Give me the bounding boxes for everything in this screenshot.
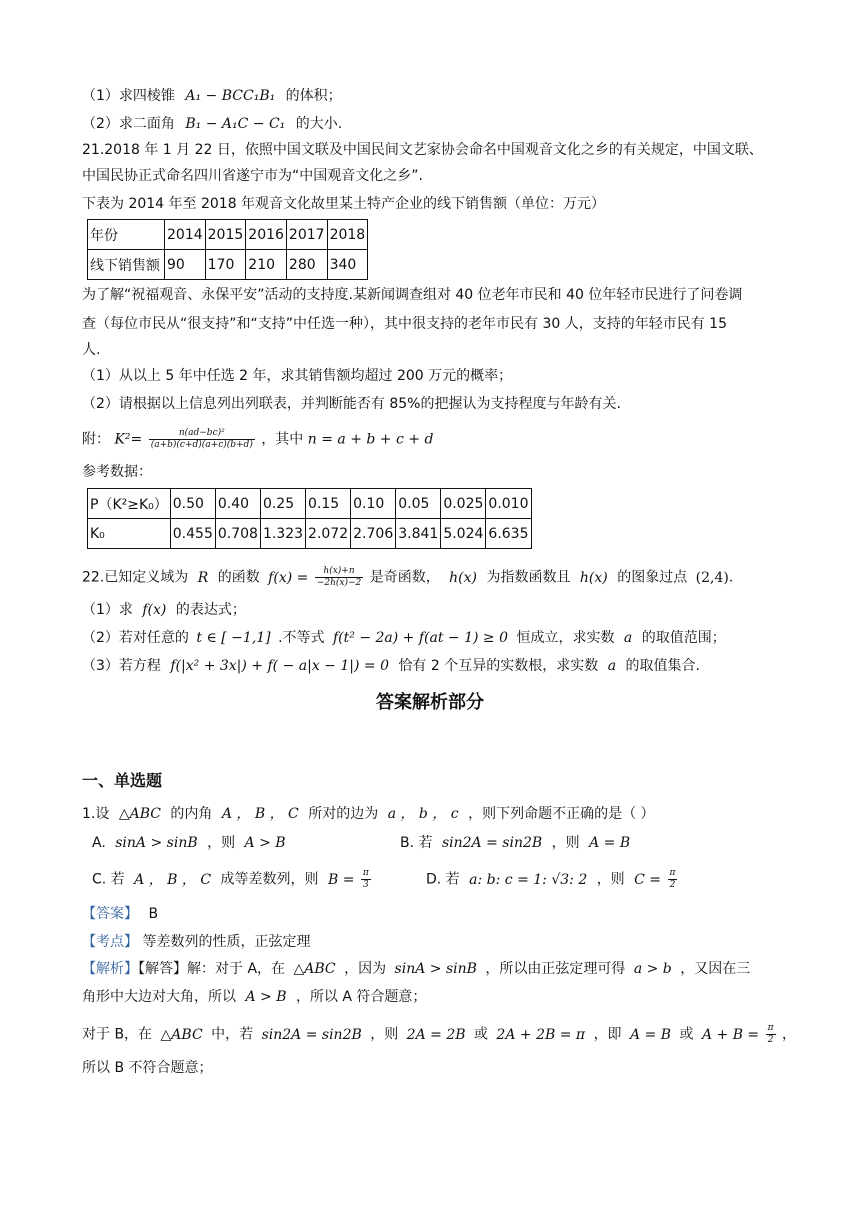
sales-table-value-row <box>88 250 368 280</box>
answer-section-title: 答案解析部分 <box>376 692 484 713</box>
reference-table-k-row <box>88 519 532 549</box>
reference-table-k: 2.072 <box>306 519 351 549</box>
reference-table-p-row <box>88 489 532 519</box>
sales-table-value: 210 <box>246 250 287 280</box>
q21-survey-line1: 为了解“祝福观音、永保平安”活动的支持度.某新闻调查组对 40 位老年市民和 40 位年轻市民进行了问卷调 <box>82 287 743 303</box>
reference-table-p: 0.10 <box>351 489 396 519</box>
q1-knowledge-point: 【考点】 等差数列的性质，正弦定理 <box>82 934 311 950</box>
sales-table-value: 340 <box>327 250 368 280</box>
q1-analysis-fraction: $\frac{\pi}{2}$ <box>767 1023 774 1045</box>
reference-table-p: 0.010 <box>486 489 531 519</box>
answer-tag: 【答案】 <box>82 906 138 922</box>
q21-line3: 下表为 2014 年至 2018 年观音文化故里某土特产企业的线下销售额（单位：万元） <box>82 196 606 212</box>
q20-part1: （1）求四棱锥 A₁ − BCC₁B₁ 的体积； <box>82 88 342 104</box>
reference-table-p: 0.05 <box>396 489 441 519</box>
k2-fraction: $\frac{\text{n(ad−bc)²}}{(a+b)(c+d)(a+c)(b+d)}$ <box>150 428 253 450</box>
sales-table-value: 90 <box>165 250 206 280</box>
q1-option-b: B. 若 sin2A = sin2B ，则 A = B <box>400 835 631 851</box>
q20-part2: （2）求二面角 B₁ − A₁C − C₁ 的大小. <box>82 116 343 132</box>
sales-table-year: 2016 <box>246 220 287 250</box>
q1-analysis-line4: 所以 B 不符合题意； <box>82 1060 213 1076</box>
ref-data-label: 参考数据： <box>82 464 152 480</box>
sales-table-year: 2015 <box>205 220 246 250</box>
reference-table-p: 0.40 <box>215 489 260 519</box>
q22-intro: 22.已知定义域为 R 的函数 f(x) = $\frac{\text{ℎ(x)+n}}{\text{−2ℎ(x)−2}}$ 是奇函数， ℎ(x) 为指数函数且 ℎ(x) 的图象过点 (2,4). <box>82 566 734 588</box>
reference-table-k: 0.708 <box>215 519 260 549</box>
q21-survey-line3: 人. <box>82 342 101 358</box>
analysis-tag: 【解析】 <box>82 961 138 977</box>
q21-survey-line2: 查（每位市民从“很支持”和“支持”中任选一种），其中很支持的老年市民有 30 人，支持的年轻市民有 15 <box>82 316 727 332</box>
sales-table-year: 2018 <box>327 220 368 250</box>
reference-table-k: 0.455 <box>170 519 215 549</box>
sales-table-year: 2014 <box>165 220 206 250</box>
answer-value: B <box>148 906 159 922</box>
reference-table-k-label: K₀ <box>88 519 171 549</box>
reference-table-p: 0.025 <box>441 489 486 519</box>
reference-table-k: 6.635 <box>486 519 531 549</box>
q22-sub2: （2）若对任意的 t ∈ [ −1,1] .不等式 f(t² − 2a) + f(at − 1) ≥ 0 恒成立，求实数 a 的取值范围； <box>82 630 726 646</box>
k2-formula: 附： K²= $\frac{\text{n(ad−bc)²}}{(a+b)(c+d)(a+c)(b+d)}$ ，其中 n = a + b + c + d <box>82 428 434 450</box>
reference-table-k: 3.841 <box>396 519 441 549</box>
q1-analysis-line3: 对于 B，在 △ABC 中，若 sin2A = sin2B ，则 2A = 2B 或 2A + 2B = π ，即 A = B 或 A + B = $\frac{\pi}{2}$ ， <box>82 1023 796 1045</box>
q1-option-c-fraction: $\frac{\pi}{3}$ <box>362 868 369 890</box>
q1-option-a: A. sinA > sinB ，则 A > B <box>92 835 286 851</box>
reference-table-k: 5.024 <box>441 519 486 549</box>
q21-sub2: （2）请根据以上信息列出列联表，并判断能否有 85%的把握认为支持程度与年龄有关. <box>82 396 621 412</box>
q1-option-d: D. 若 a: b: c = 1: √3: 2 ，则 C = $\frac{\pi}{2}$ <box>426 868 676 890</box>
sales-table-row-label: 线下销售额 <box>88 250 165 280</box>
reference-table <box>87 488 532 549</box>
section-heading-single-choice: 一、单选题 <box>82 771 163 790</box>
q1-option-d-fraction: $\frac{\pi}{2}$ <box>669 868 676 890</box>
q1-answer <box>82 904 158 924</box>
q22-sub1: （1）求 f(x) 的表达式； <box>82 602 246 618</box>
sales-table-value: 280 <box>286 250 327 280</box>
sales-table-header-row <box>88 220 368 250</box>
q1-stem: 1.设 △ABC 的内角 A ， B ， C 所对的边为 a ， b ， c ，则下列命题不正确的是（ ） <box>82 806 655 822</box>
q21-sub1: （1）从以上 5 年中任选 2 年，求其销售额均超过 200 万元的概率； <box>82 368 513 384</box>
reference-table-p-label: P（K²≥K₀） <box>88 489 171 519</box>
sales-table-value: 170 <box>205 250 246 280</box>
q1-option-c: C. 若 A ， B ， C 成等差数列，则 B = $\frac{\pi}{3}$ <box>92 868 369 890</box>
reference-table-p: 0.50 <box>170 489 215 519</box>
reference-table-p: 0.15 <box>306 489 351 519</box>
reference-table-p: 0.25 <box>260 489 305 519</box>
q1-analysis-line2: 角形中大边对大角，所以 A > B ，所以 A 符合题意； <box>82 989 427 1005</box>
q21-line2: 中国民协正式命名四川省遂宁市为“中国观音文化之乡”. <box>82 168 423 184</box>
point-tag: 【考点】 <box>82 934 138 950</box>
q22-fraction: $\frac{\text{ℎ(x)+n}}{\text{−2ℎ(x)−2}}$ <box>316 566 362 588</box>
sales-table-year: 2017 <box>286 220 327 250</box>
sales-table <box>87 219 368 280</box>
q22-sub3: （3）若方程 f(|x² + 3x|) + f( − a|x − 1|) = 0 恰有 2 个互异的实数根，求实数 a 的取值集合. <box>82 658 700 674</box>
sales-table-header-label: 年份 <box>88 220 165 250</box>
reference-table-k: 1.323 <box>260 519 305 549</box>
q1-analysis-line1: 【解析】【解答】解：对于 A，在 △ABC ，因为 sinA > sinB ，所以由正弦定理可得 a > b ，又因在三 <box>82 961 751 977</box>
q21-line1: 21.2018 年 1 月 22 日，依照中国文联及中国民间文艺家协会命名中国观音文化之乡的有关规定，中国文联、 <box>82 142 763 158</box>
reference-table-k: 2.706 <box>351 519 396 549</box>
